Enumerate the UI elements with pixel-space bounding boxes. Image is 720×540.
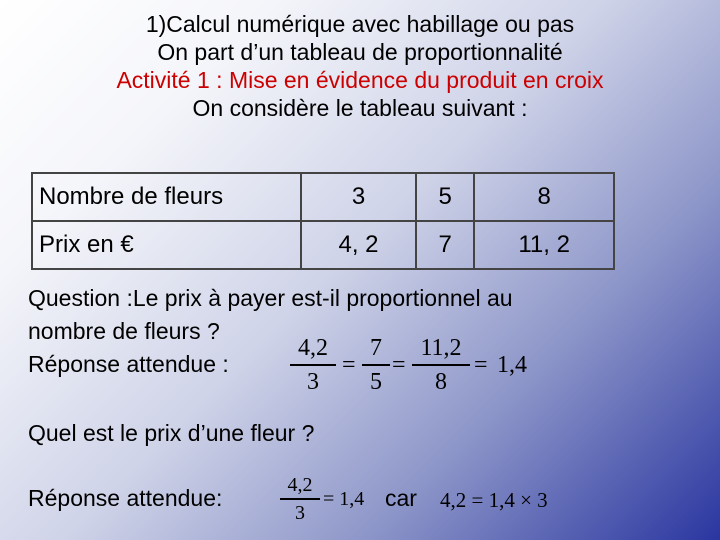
table-row [32,173,614,221]
table-cell: 3 [301,173,416,221]
table-cell: 11, 2 [474,221,614,269]
proportionality-table [31,172,615,270]
unit-price-result: = 1,4 [323,488,365,510]
table-cell: 8 [474,173,614,221]
question-1-line-1: Question :Le prix à payer est-il proportionnel au [28,285,513,311]
question-1-line-2: nombre de fleurs ? [28,318,220,344]
equals-sign: = [392,352,406,378]
row-label-flowers: Nombre de fleurs [32,173,301,221]
table-cell: 7 [416,221,474,269]
row-label-price: Prix en € [32,221,301,269]
title-line-4: On considère le tableau suivant : [192,95,528,121]
fraction-4-2-over-3 [290,335,336,395]
title-line-1: 1)Calcul numérique avec habillage ou pas [145,11,575,37]
denominator: 8 [435,369,447,395]
table-row [32,221,614,269]
denominator: 5 [370,369,382,395]
slide-title [0,10,720,122]
denominator: 3 [307,369,319,395]
table-cell: 4, 2 [301,221,416,269]
answer-label-2: Réponse attendue: [28,485,223,511]
numerator: 4,2 [298,335,328,361]
numerator: 11,2 [420,335,462,361]
ratio-result: 1,4 [497,352,527,378]
question-2: Quel est le prix d’une fleur ? [28,420,315,446]
cross-product-formula: 4,2 = 1,4 × 3 [440,488,548,512]
denominator: 3 [295,502,305,524]
title-line-2: On part d’un tableau de proportionnalité [157,39,563,65]
fraction-7-over-5 [362,335,390,395]
equals-sign: = [342,352,356,378]
car-label: car [385,485,417,511]
fraction-4-2-over-3-b [280,474,320,524]
activity-title: Activité 1 : Mise en évidence du produit en croix [116,67,604,93]
fraction-11-2-over-8 [412,335,470,395]
numerator: 4,2 [287,474,313,496]
equals-sign: = [474,352,488,378]
table-cell: 5 [416,173,474,221]
answer-label-1: Réponse attendue : [28,351,229,377]
numerator: 7 [370,335,382,361]
